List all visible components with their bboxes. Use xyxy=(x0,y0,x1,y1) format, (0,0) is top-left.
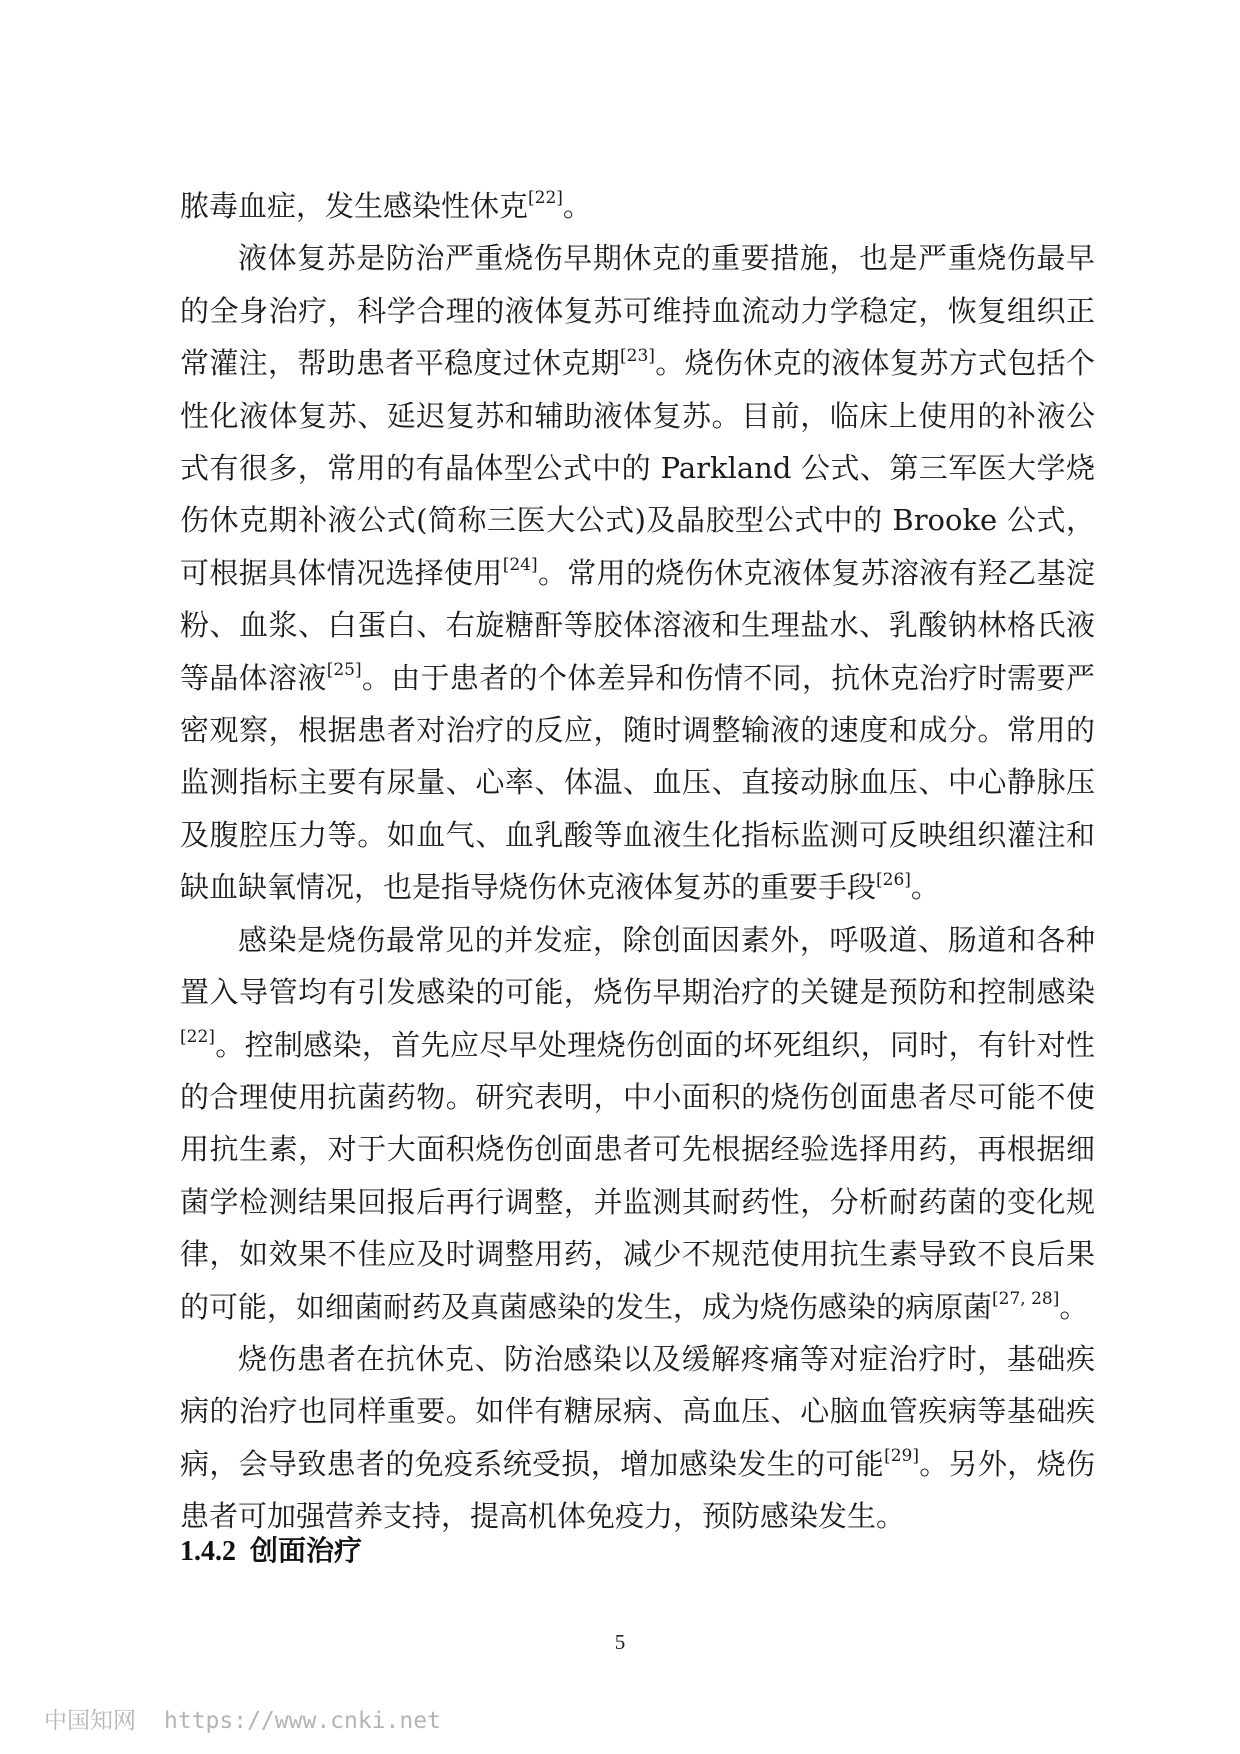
citation[interactable]: [23] xyxy=(620,345,655,366)
citation[interactable]: [25] xyxy=(326,660,362,680)
section-number: 1.4.2 xyxy=(180,1536,236,1567)
section-heading xyxy=(180,1529,362,1569)
citation[interactable]: [24] xyxy=(502,555,538,576)
citation[interactable]: [22] xyxy=(180,1026,215,1047)
citation[interactable]: [29] xyxy=(884,1446,919,1467)
watermark-url: https://www.cnki.net xyxy=(164,1708,441,1734)
citation[interactable]: [27, 28] xyxy=(992,1288,1060,1309)
cnki-logo: 中国知网 xyxy=(44,1708,136,1734)
paragraph-1: 脓毒血症，发生感染性休克[22]。 xyxy=(180,188,592,223)
citation[interactable]: [26] xyxy=(876,869,911,890)
page-number: 5 xyxy=(614,1630,626,1654)
section-title: 创面治疗 xyxy=(250,1534,363,1567)
paragraph-3: 感染是烧伤最常见的并发症，除创面因素外，呼吸道、肠道和各种置入导管均有引发感染的可能，烧伤早期治疗的关键是预防和控制感染[22]。控制感染，首先应尽早处理烧伤创面的坏死组织，同时，有针对性的合理使用抗菌药物。研究表明，中小面积的烧伤创面患者尽可能不使用抗生素，对于大面积烧伤创面患者可先根据经验选择用药，再根据细菌学检测结果回报后再行调整，并监测其耐药性，分析耐药菌的变化规律，如效果不佳应及时调整用药，减少不规范使用抗生素导致不良后果的可能，如细菌耐药及真菌感染的发生，成为烧伤感染的病原菌[27, 28]。 xyxy=(180,922,1095,1324)
body-text xyxy=(180,180,1095,1543)
citation[interactable]: [22] xyxy=(528,188,563,209)
paragraph-4: 烧伤患者在抗休克、防治感染以及缓解疼痛等对症治疗时，基础疾病的治疗也同样重要。如伴有糖尿病、高血压、心脑血管疾病等基础疾病，会导致患者的免疫系统受损，增加感染发生的可能[29]。另外，烧伤患者可加强营养支持，提高机体免疫力，预防感染发生。 xyxy=(180,1341,1095,1534)
watermark xyxy=(44,1702,441,1735)
paragraph-2: 液体复苏是防治严重烧伤早期休克的重要措施，也是严重烧伤最早的全身治疗，科学合理的液体复苏可维持血流动力学稳定，恢复组织正常灌注，帮助患者平稳度过休克期[23]。烧伤休克的液体复苏方式包括个性化液体复苏、延迟复苏和辅助液体复苏。目前，临床上使用的补液公式有很多，常用的有晶体型公式中的 Parkland 公式、第三军医大学烧伤休克期补液公式(简称三医大公式)及晶胶型公式中的 Brooke 公式，可根据具体情况选择使用[24]。常用的烧伤休克液体复苏溶液有羟乙基淀粉、血浆、白蛋白、右旋糖酐等胶体溶液和生理盐水、乳酸钠林格氏液等晶体溶液[25]。由于患者的个体差异和伤情不同，抗休克治疗时需要严密观察，根据患者对治疗的反应，随时调整输液的速度和成分。常用的监测指标主要有尿量、心率、体温、血压、直接动脉血压、中心静脉压及腹腔压力等。如血气、血乳酸等血液生化指标监测可反映组织灌注和缺血缺氧情况，也是指导烧伤休克液体复苏的重要手段[26]。 xyxy=(180,241,1095,905)
